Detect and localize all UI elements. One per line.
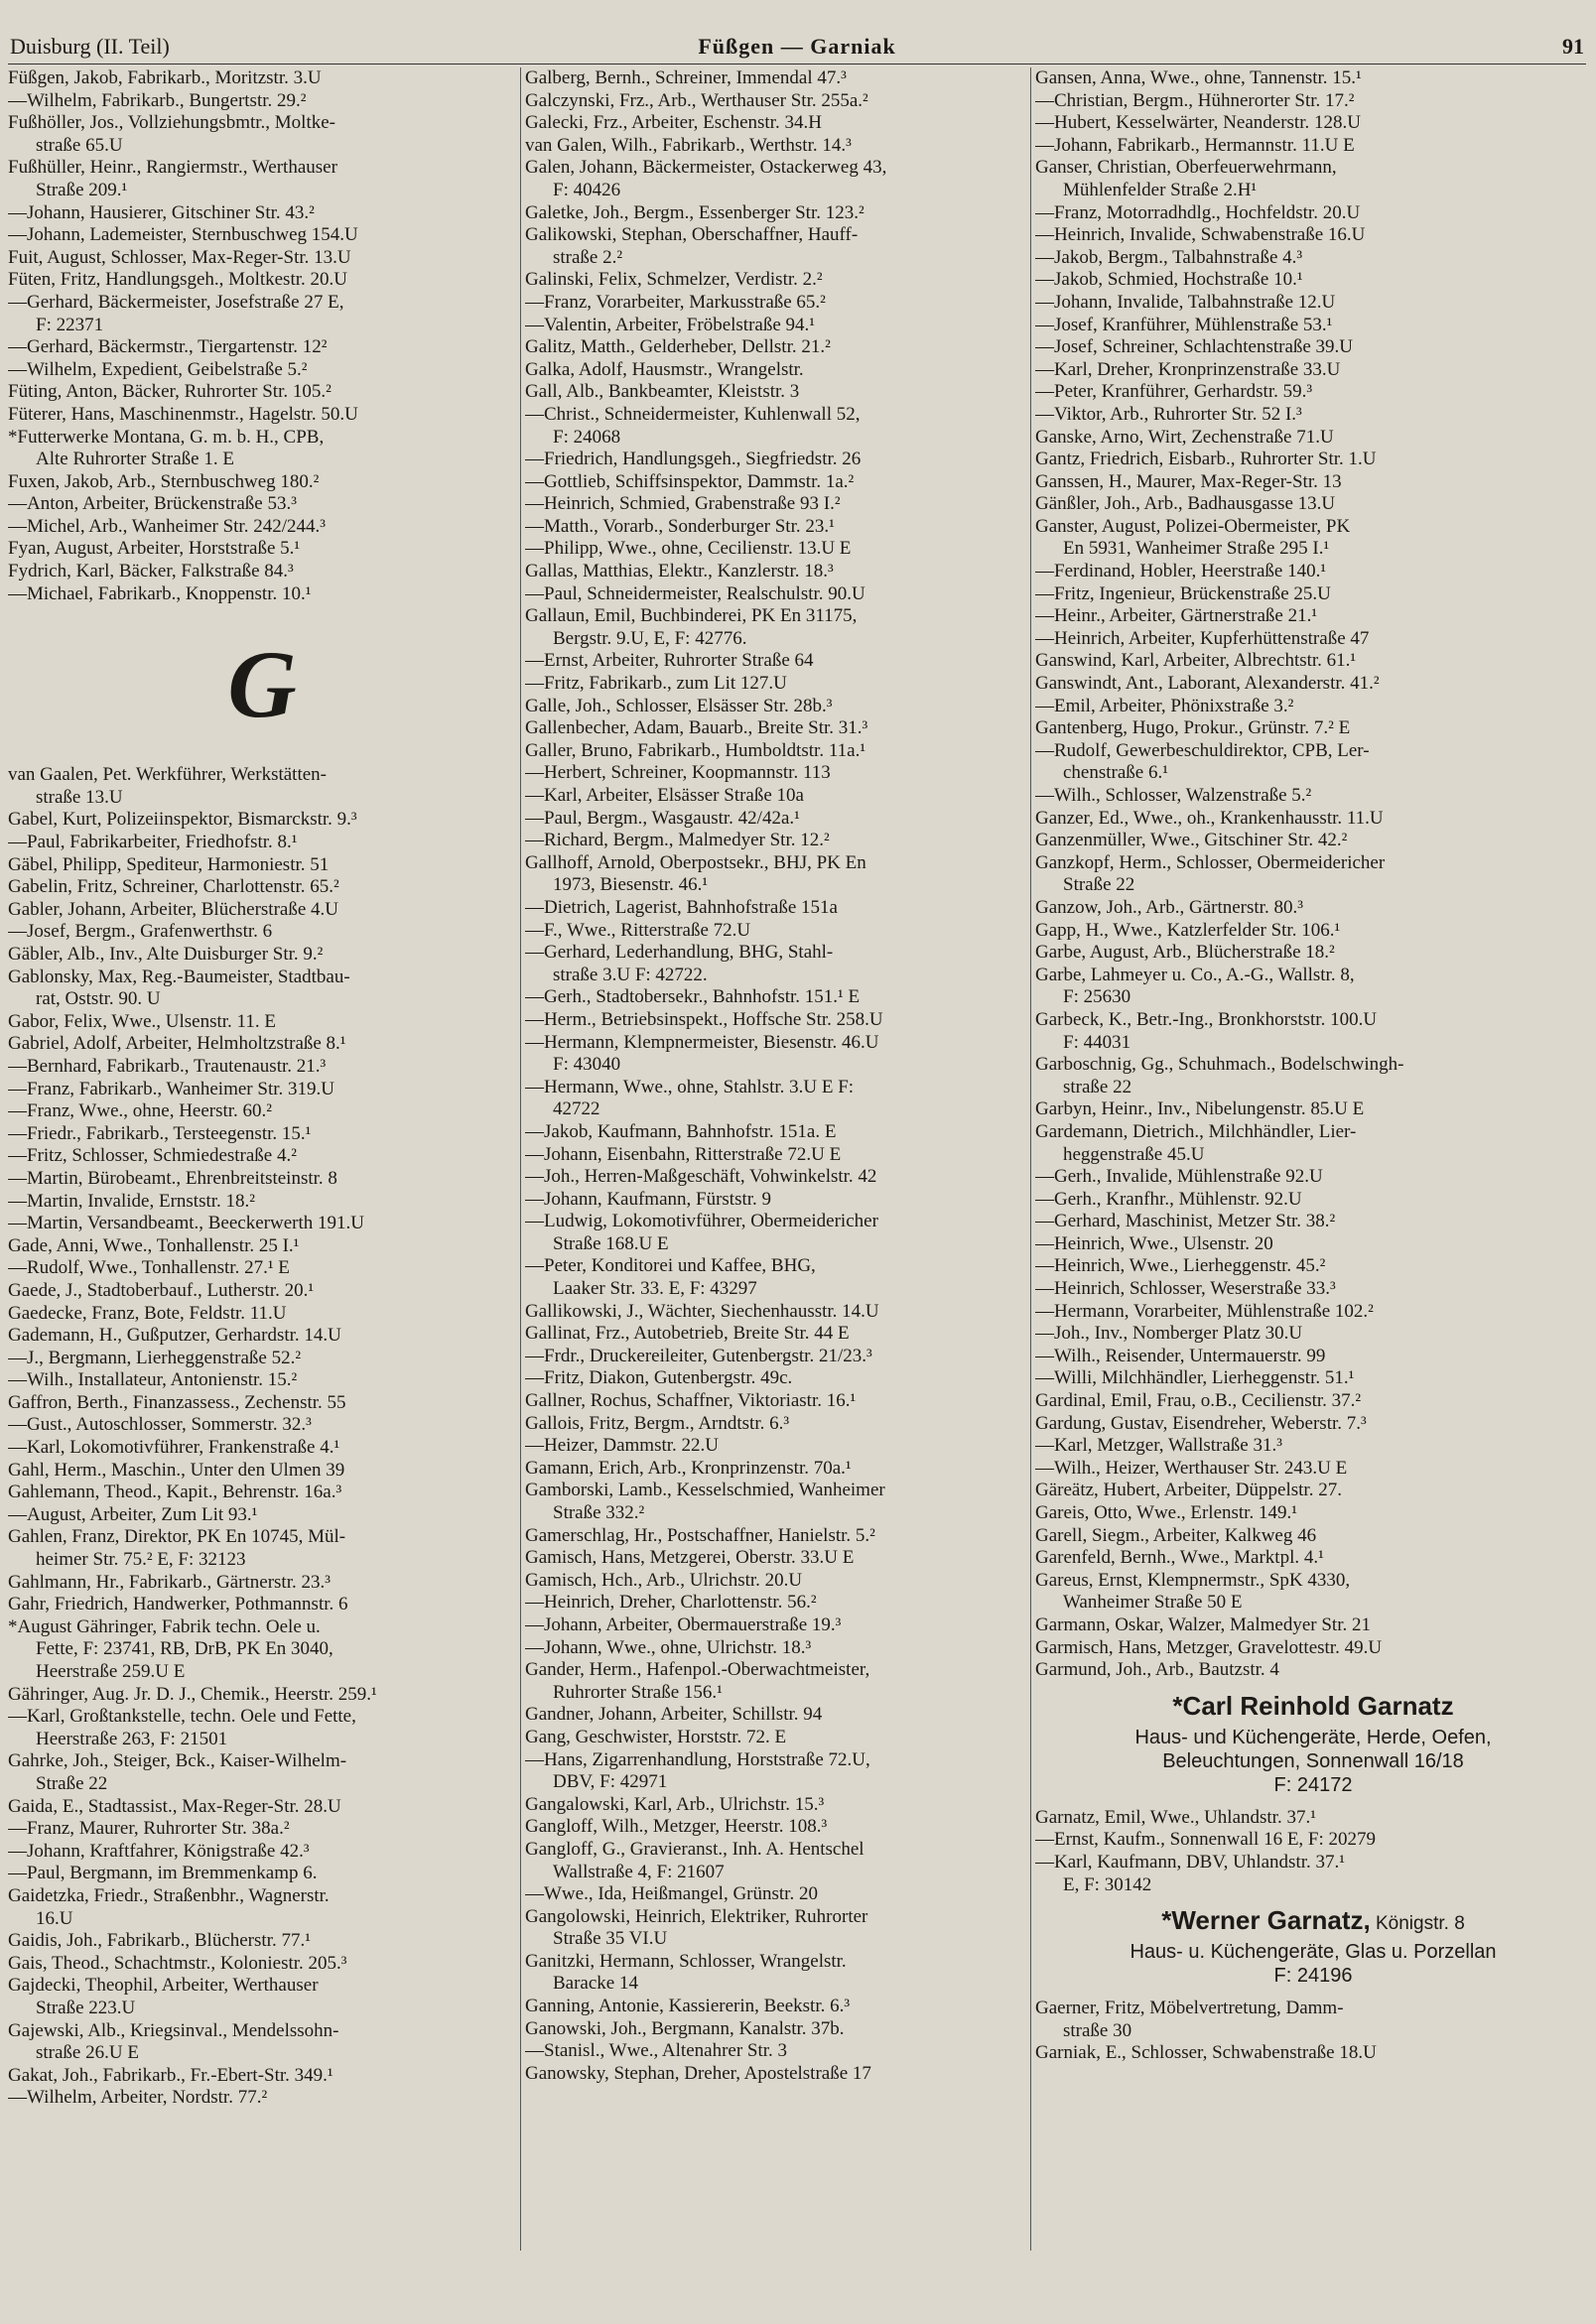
directory-entry: —Gerh., Stadtobersekr., Bahnhofstr. 151.¹ E (525, 986, 861, 1008)
entry-continuation: Straße 209.¹ (36, 179, 128, 200)
directory-entry: —Ludwig, Lokomotivführer, Obermeidericher (525, 1211, 878, 1232)
directory-entry: Gallinat, Frz., Autobetrieb, Breite Str. 44 E (525, 1323, 850, 1345)
column-3 (1030, 67, 1591, 2251)
directory-entry: —Martin, Bürobeamt., Ehrenbreitsteinstr. 8 (8, 1167, 337, 1189)
entry-continuation: straße 13.U (36, 786, 123, 808)
directory-entry: Gallaun, Emil, Buchbinderei, PK En 31175, (525, 605, 858, 627)
directory-entry: Gäreätz, Hubert, Arbeiter, Düppelstr. 27. (1035, 1480, 1342, 1501)
directory-entry: Füterer, Hans, Maschinenmstr., Hagelstr. 50.U (8, 403, 358, 425)
directory-entry: Gallhoff, Arnold, Oberpostsekr., BHJ, PK En (525, 851, 866, 873)
directory-entry: —Josef, Bergm., Grafenwerthstr. 6 (8, 921, 273, 943)
directory-entry: Fußhüller, Heinr., Rangiermstr., Werthauser (8, 157, 337, 179)
directory-entry: Ganitzki, Hermann, Schlosser, Wrangelstr. (525, 1950, 847, 1972)
directory-entry: —Franz, Maurer, Ruhrorter Str. 38a.² (8, 1818, 290, 1840)
directory-entry: Fyan, August, Arbeiter, Horststraße 5.¹ (8, 538, 301, 560)
directory-entry: Gabel, Kurt, Polizeiinspektor, Bismarckstr. 9.³ (8, 809, 357, 831)
directory-entry: —Herbert, Schreiner, Koopmannstr. 113 (525, 762, 831, 784)
directory-entry: —Gerh., Kranfhr., Mühlenstr. 92.U (1035, 1188, 1302, 1210)
directory-entry: —Gerhard, Lederhandlung, BHG, Stahl- (525, 942, 834, 964)
directory-entry: —Johann, Kaufmann, Fürststr. 9 (525, 1188, 772, 1210)
directory-entry: Galitz, Matth., Gelderheber, Dellstr. 21.² (525, 336, 831, 358)
directory-entry: Gaffron, Berth., Finanzassess., Zechenstr. 55 (8, 1391, 346, 1413)
directory-entry: Gaida, E., Stadtassist., Max-Reger-Str. 28.U (8, 1795, 341, 1817)
entry-continuation: F: 24068 (553, 426, 621, 448)
directory-entry: —Stanisl., Wwe., Altenahrer Str. 3 (525, 2040, 788, 2062)
directory-entry: Gahrke, Joh., Steiger, Bck., Kaiser-Wilhelm- (8, 1750, 347, 1772)
directory-entry: —Bernhard, Fabrikarb., Trautenaustr. 21.³ (8, 1055, 327, 1077)
ad-company: *Werner Garnatz, (1161, 1905, 1371, 1936)
directory-entry: Gakat, Joh., Fabrikarb., Fr.-Ebert-Str. 349.¹ (8, 2064, 333, 2086)
directory-entry: Gähringer, Aug. Jr. D. J., Chemik., Heerstr. 259.¹ (8, 1683, 377, 1705)
directory-entry: —Joh., Herren-Maßgeschäft, Vohwinkelstr. 42 (525, 1166, 877, 1188)
directory-entry: —Herm., Betriebsinspekt., Hoffsche Str. 258.U (525, 1008, 883, 1030)
directory-entry: —Matth., Vorarb., Sonderburger Str. 23.¹ (525, 515, 835, 537)
ad-title (1035, 1690, 1591, 1726)
entry-continuation: Wallstraße 4, F: 21607 (553, 1861, 725, 1882)
directory-entry: Gänßler, Joh., Arb., Badhausgasse 13.U (1035, 493, 1336, 515)
directory-entry: —Franz, Motorradhdlg., Hochfeldstr. 20.U (1035, 201, 1361, 223)
directory-entry: Ganske, Arno, Wirt, Zechenstraße 71.U (1035, 426, 1334, 448)
directory-entry: —Friedr., Fabrikarb., Tersteegenstr. 15.¹ (8, 1122, 312, 1144)
directory-entry: Gareis, Otto, Wwe., Erlenstr. 149.¹ (1035, 1502, 1297, 1523)
directory-entry: —Johann, Eisenbahn, Ritterstraße 72.U E (525, 1143, 842, 1165)
entry-continuation: 1973, Biesenstr. 46.¹ (553, 874, 709, 896)
directory-entry: Ganswindt, Ant., Laborant, Alexanderstr. 41.² (1035, 673, 1380, 695)
directory-entry: Ganzkopf, Herm., Schlosser, Obermeidericher (1035, 851, 1386, 873)
entry-continuation: heimer Str. 75.² E, F: 32123 (36, 1549, 246, 1571)
entry-continuation: straße 2.² (553, 246, 623, 268)
entry-continuation: Straße 168.U E (553, 1232, 669, 1254)
directory-entry: Galinski, Felix, Schmelzer, Verdistr. 2.² (525, 269, 823, 291)
directory-entry: Galberg, Bernh., Schreiner, Immendal 47.³ (525, 67, 847, 88)
directory-entry: —Christian, Bergm., Hühnerorter Str. 17.² (1035, 89, 1355, 111)
directory-entry: Gade, Anni, Wwe., Tonhallenstr. 25 I.¹ (8, 1234, 300, 1256)
directory-entry: Gamerschlag, Hr., Postschaffner, Hanielstr. 5.² (525, 1524, 875, 1546)
directory-entry: —Johann, Invalide, Talbahnstraße 12.U (1035, 291, 1336, 313)
directory-entry: —Friedrich, Handlungsgeh., Siegfriedstr. 26 (525, 449, 862, 470)
directory-entry: Gahlmann, Hr., Fabrikarb., Gärtnerstr. 23.³ (8, 1571, 331, 1593)
directory-entry: Ganzow, Joh., Arb., Gärtnerstr. 80.³ (1035, 896, 1303, 918)
directory-entry: —Rudolf, Wwe., Tonhallenstr. 27.¹ E (8, 1257, 290, 1279)
directory-entry: —Heinr., Arbeiter, Gärtnerstraße 21.¹ (1035, 605, 1318, 627)
directory-entry: Gablonsky, Max, Reg.-Baumeister, Stadtbau- (8, 966, 350, 987)
directory-entry: Gardemann, Dietrich., Milchhändler, Lier- (1035, 1120, 1357, 1142)
directory-entry: Gareus, Ernst, Klempnermstr., SpK 4330, (1035, 1569, 1351, 1591)
directory-entry: —Peter, Konditorei und Kaffee, BHG, (525, 1255, 816, 1277)
directory-entry: Gansen, Anna, Wwe., ohne, Tannenstr. 15.¹ (1035, 67, 1362, 88)
entry-continuation: straße 3.U F: 42722. (553, 964, 708, 985)
directory-entry: —Fritz, Schlosser, Schmiedestraße 4.² (8, 1145, 297, 1167)
entry-continuation: rat, Oststr. 90. U (36, 988, 161, 1010)
directory-entry: —Johann, Wwe., ohne, Ulrichstr. 18.³ (525, 1636, 812, 1658)
directory-entry: —Jakob, Schmied, Hochstraße 10.¹ (1035, 269, 1303, 291)
directory-entry: Galka, Adolf, Hausmstr., Wrangelstr. (525, 358, 804, 380)
directory-entry: —Joh., Inv., Nomberger Platz 30.U (1035, 1323, 1303, 1345)
directory-entry: Gallikowski, J., Wächter, Siechenhausstr. 14.U (525, 1300, 879, 1322)
directory-entry: Galczynski, Frz., Arb., Werthauser Str. 255a.² (525, 89, 868, 111)
entry-continuation: Heerstraße 263, F: 21501 (36, 1728, 228, 1749)
ad-company: *Carl Reinhold Garnatz (1172, 1690, 1454, 1721)
entry-continuation: F: 22371 (36, 314, 104, 335)
directory-entry: —Rudolf, Gewerbeschuldirektor, CPB, Ler- (1035, 739, 1370, 761)
directory-entry: —Heinrich, Invalide, Schwabenstraße 16.U (1035, 224, 1366, 246)
entry-continuation: Ruhrorter Straße 156.¹ (553, 1681, 723, 1703)
directory-entry: Gallner, Rochus, Schaffner, Viktoriastr. 16.¹ (525, 1390, 857, 1412)
directory-entry: —Hermann, Klempnermeister, Biesenstr. 46.U (525, 1031, 879, 1053)
directory-entry: —Heizer, Dammstr. 22.U (525, 1435, 720, 1457)
directory-entry: Ganser, Christian, Oberfeuerwehrmann, (1035, 157, 1337, 179)
directory-entry: —Wilhelm, Fabrikarb., Bungertstr. 29.² (8, 89, 307, 111)
directory-entry: —Josef, Schreiner, Schlachtenstraße 39.U (1035, 336, 1354, 358)
directory-entry: Füting, Anton, Bäcker, Ruhrorter Str. 105.² (8, 381, 332, 403)
directory-entry: Gais, Theod., Schachtmstr., Koloniestr. 205.³ (8, 1952, 347, 1974)
entry-continuation: F: 43040 (553, 1054, 621, 1076)
directory-entry: —Karl, Metzger, Wallstraße 31.³ (1035, 1435, 1282, 1457)
directory-entry: —Martin, Invalide, Ernststr. 18.² (8, 1190, 255, 1212)
page-header (10, 34, 1584, 64)
directory-entry: Gantenberg, Hugo, Prokur., Grünstr. 7.² E (1035, 717, 1351, 739)
directory-entry: Gaede, J., Stadtoberbauf., Lutherstr. 20.¹ (8, 1279, 315, 1301)
directory-entry: —Valentin, Arbeiter, Fröbelstraße 94.¹ (525, 314, 815, 335)
directory-entry: Ganssen, H., Maurer, Max-Reger-Str. 13 (1035, 470, 1342, 492)
directory-entry: —Hans, Zigarrenhandlung, Horststraße 72.U, (525, 1748, 870, 1770)
directory-entry: —Gust., Autoschlosser, Sommerstr. 32.³ (8, 1414, 312, 1436)
entry-continuation: Fette, F: 23741, RB, DrB, PK En 3040, (36, 1638, 333, 1660)
directory-entry: —Johann, Arbeiter, Obermauerstraße 19.³ (525, 1614, 842, 1635)
directory-entry: Gamisch, Hch., Arb., Ulrichstr. 20.U (525, 1569, 803, 1591)
directory-entry: —Johann, Kraftfahrer, Königstraße 42.³ (8, 1840, 310, 1862)
directory-entry: —Gerhard, Maschinist, Metzer Str. 38.² (1035, 1211, 1336, 1232)
ad-line: F: 24196 (1273, 1965, 1353, 1988)
directory-entry: Gandner, Johann, Arbeiter, Schillstr. 94 (525, 1704, 823, 1726)
directory-entry: —F., Wwe., Ritterstraße 72.U (525, 919, 751, 941)
directory-entry: —Franz, Wwe., ohne, Heerstr. 60.² (8, 1100, 272, 1122)
directory-entry: *August Gähringer, Fabrik techn. Oele u. (8, 1615, 321, 1637)
ad-line: F: 24172 (1273, 1773, 1353, 1796)
advertisement (1035, 1690, 1591, 1797)
directory-entry: Galikowski, Stephan, Oberschaffner, Hauff- (525, 224, 859, 246)
entry-continuation: En 5931, Wanheimer Straße 295 I.¹ (1063, 538, 1330, 560)
column-1 (8, 67, 516, 2251)
directory-entry: Ganowski, Joh., Bergmann, Kanalstr. 37b. (525, 2017, 845, 2039)
directory-entry: Füten, Fritz, Handlungsgeh., Moltkestr. 20.U (8, 269, 347, 291)
directory-entry: —Christ., Schneidermeister, Kuhlenwall 52, (525, 403, 861, 425)
directory-entry: Gander, Herm., Hafenpol.-Oberwachtmeister, (525, 1659, 870, 1681)
directory-entry: —Heinrich, Arbeiter, Kupferhüttenstraße 47 (1035, 627, 1370, 649)
directory-entry: Gajdecki, Theophil, Arbeiter, Werthauser (8, 1975, 319, 1997)
entry-continuation: Laaker Str. 33. E, F: 43297 (553, 1278, 757, 1300)
directory-entry: Gallois, Fritz, Bergm., Arndtstr. 6.³ (525, 1412, 790, 1434)
directory-entry: Gantz, Friedrich, Eisbarb., Ruhrorter Str. 1.U (1035, 449, 1377, 470)
directory-entry: *Futterwerke Montana, G. m. b. H., CPB, (8, 426, 325, 448)
directory-entry: —Gottlieb, Schiffsinspektor, Dammstr. 1a.² (525, 470, 855, 492)
directory-entry: van Gaalen, Pet. Werkführer, Werkstätten- (8, 764, 327, 786)
directory-entry: —Philipp, Wwe., ohne, Cecilienstr. 13.U E (525, 538, 852, 560)
directory-entry: —Johann, Hausierer, Gitschiner Str. 43.² (8, 201, 315, 223)
ad-line: Beleuchtungen, Sonnenwall 16/18 (1162, 1749, 1464, 1772)
directory-entry: Ganowsky, Stephan, Dreher, Apostelstraße 17 (525, 2062, 871, 2084)
entry-continuation: F: 44031 (1063, 1031, 1131, 1053)
header-rule (8, 64, 1586, 65)
directory-entry: Garbyn, Heinr., Inv., Nibelungenstr. 85.U E (1035, 1098, 1365, 1120)
directory-entry: Galle, Joh., Schlosser, Elsässer Str. 28b.³ (525, 695, 833, 716)
running-head-city: Duisburg (II. Teil) (10, 34, 170, 59)
directory-entry: Gabelin, Fritz, Schreiner, Charlottenstr. 65.² (8, 876, 339, 898)
directory-entry: —Johann, Lademeister, Sternbuschweg 154.U (8, 224, 358, 246)
directory-entry: —Fritz, Fabrikarb., zum Lit 127.U (525, 673, 787, 695)
directory-entry: —Fritz, Diakon, Gutenbergstr. 49c. (525, 1367, 793, 1389)
directory-entry: —Peter, Kranführer, Gerhardstr. 59.³ (1035, 381, 1313, 403)
directory-entry: —Gerh., Invalide, Mühlenstraße 92.U (1035, 1166, 1323, 1188)
directory-entry: —Michel, Arb., Wanheimer Str. 242/244.³ (8, 515, 326, 537)
entry-continuation: straße 65.U (36, 134, 123, 156)
entry-continuation: heggenstraße 45.U (1063, 1143, 1205, 1165)
directory-entry: Gangalowski, Karl, Arb., Ulrichstr. 15.³ (525, 1793, 825, 1815)
directory-entry: —Paul, Bergmann, im Bremmenkamp 6. (8, 1863, 318, 1884)
entry-continuation: straße 26.U E (36, 2042, 139, 2064)
directory-entry: Galler, Bruno, Fabrikarb., Humboldtstr. 11a.¹ (525, 739, 866, 761)
directory-entry: Gabler, Johann, Arbeiter, Blücherstraße 4.U (8, 898, 338, 920)
directory-entry: Ganzer, Ed., Wwe., oh., Krankenhausstr. 11.U (1035, 807, 1384, 829)
directory-entry: —Heinrich, Schmied, Grabenstraße 93 I.² (525, 493, 841, 515)
directory-entry: —Karl, Großtankstelle, techn. Oele und Fette, (8, 1706, 356, 1728)
directory-entry: Gapp, H., Wwe., Katzlerfelder Str. 106.¹ (1035, 919, 1341, 941)
entry-continuation: Mühlenfelder Straße 2.H¹ (1063, 179, 1258, 200)
directory-entry: —Heinrich, Wwe., Ulsenstr. 20 (1035, 1232, 1273, 1254)
entry-continuation: F: 40426 (553, 179, 621, 200)
entry-continuation: 16.U (36, 1907, 73, 1929)
directory-entry: Galetke, Joh., Bergm., Essenberger Str. 123.² (525, 201, 864, 223)
directory-entry: —Ernst, Kaufm., Sonnenwall 16 E, F: 20279 (1035, 1829, 1377, 1851)
directory-entry: Gabriel, Adolf, Arbeiter, Helmholtzstraße 8.¹ (8, 1033, 346, 1055)
directory-entry: Gardinal, Emil, Frau, o.B., Cecilienstr. 37.² (1035, 1390, 1362, 1412)
directory-entry: Garmann, Oskar, Walzer, Malmedyer Str. 21 (1035, 1614, 1371, 1635)
directory-entry: —Viktor, Arb., Ruhrorter Str. 52 I.³ (1035, 403, 1302, 425)
directory-entry: Fußhöller, Jos., Vollziehungsbmtr., Moltke- (8, 112, 335, 134)
directory-entry: —Hermann, Vorarbeiter, Mühlenstraße 102.² (1035, 1300, 1374, 1322)
directory-entry: Gäbler, Alb., Inv., Alte Duisburger Str. 9.² (8, 944, 324, 965)
directory-entry: Gangolowski, Heinrich, Elektriker, Ruhrorter (525, 1905, 868, 1927)
directory-entry: —Ferdinand, Hobler, Heerstraße 140.¹ (1035, 561, 1327, 582)
directory-entry: van Galen, Wilh., Fabrikarb., Werthstr. 14.³ (525, 134, 852, 156)
directory-entry: Gahl, Herm., Maschin., Unter den Ulmen 39 (8, 1459, 345, 1481)
directory-entry: Ganzenmüller, Wwe., Gitschiner Str. 42.² (1035, 830, 1348, 851)
entry-continuation: Wanheimer Straße 50 E (1063, 1592, 1243, 1614)
entry-continuation: DBV, F: 42971 (553, 1771, 668, 1793)
directory-entry: —Heinrich, Schlosser, Weserstraße 33.³ (1035, 1278, 1336, 1300)
directory-entry: —Dietrich, Lagerist, Bahnhofstraße 151a (525, 896, 838, 918)
directory-entry: —Hubert, Kesselwärter, Neanderstr. 128.U (1035, 112, 1361, 134)
entry-continuation: straße 22 (1063, 1076, 1132, 1097)
directory-entry: Garbe, Lahmeyer u. Co., A.-G., Wallstr. 8, (1035, 964, 1355, 985)
directory-entry: —Emil, Arbeiter, Phönixstraße 3.² (1035, 695, 1294, 716)
directory-entry: Galen, Johann, Bäckermeister, Ostackerweg 43, (525, 157, 887, 179)
directory-entry: —Paul, Bergm., Wasgaustr. 42/42a.¹ (525, 807, 800, 829)
ad-title (1035, 1904, 1591, 1940)
entry-continuation: F: 25630 (1063, 986, 1131, 1008)
entry-continuation: Straße 22 (1063, 874, 1135, 896)
directory-entry: —J., Bergmann, Lierheggenstraße 52.² (8, 1347, 302, 1368)
directory-entry: —Wilh., Schlosser, Walzenstraße 5.² (1035, 785, 1312, 806)
directory-entry: —Frdr., Druckereileiter, Gutenbergstr. 21/23.³ (525, 1345, 872, 1366)
directory-entry: —Michael, Fabrikarb., Knoppenstr. 10.¹ (8, 582, 312, 604)
directory-entry: Gallas, Matthias, Elektr., Kanzlerstr. 18.³ (525, 561, 834, 582)
directory-entry: Fuxen, Jakob, Arb., Sternbuschweg 180.² (8, 470, 320, 492)
entry-continuation: Alte Ruhrorter Straße 1. E (36, 449, 234, 470)
entry-continuation: 42722 (553, 1098, 600, 1120)
directory-entry: Garell, Siegm., Arbeiter, Kalkweg 46 (1035, 1524, 1317, 1546)
directory-entry: —August, Arbeiter, Zum Lit 93.¹ (8, 1503, 258, 1525)
entry-continuation: E, F: 30142 (1063, 1873, 1152, 1895)
directory-entry: —Ernst, Arbeiter, Ruhrorter Straße 64 (525, 650, 814, 672)
directory-entry: —Franz, Vorarbeiter, Markusstraße 65.² (525, 291, 826, 313)
directory-entry: Garniak, E., Schlosser, Schwabenstraße 18.U (1035, 2042, 1377, 2064)
directory-entry: Gaedecke, Franz, Bote, Feldstr. 11.U (8, 1302, 287, 1324)
directory-entry: —Wilh., Installateur, Antonienstr. 15.² (8, 1369, 298, 1391)
running-head-range: Füßgen — Garniak (698, 34, 896, 59)
directory-entry: —Paul, Fabrikarbeiter, Friedhofstr. 8.¹ (8, 832, 298, 853)
directory-entry: Gardung, Gustav, Eisendreher, Weberstr. 7.³ (1035, 1412, 1367, 1434)
column-2 (520, 67, 1029, 2251)
directory-entry: Garenfeld, Bernh., Wwe., Marktpl. 4.¹ (1035, 1547, 1324, 1569)
directory-entry: —Wilh., Heizer, Werthauser Str. 243.U E (1035, 1457, 1348, 1479)
directory-entry: —Richard, Bergm., Malmedyer Str. 12.² (525, 830, 830, 851)
page-number: 91 (1562, 34, 1584, 59)
directory-entry: —Heinrich, Wwe., Lierheggenstr. 45.² (1035, 1255, 1326, 1277)
entry-continuation: Baracke 14 (553, 1973, 638, 1995)
directory-entry: —Gerhard, Bäckermstr., Tiergartenstr. 12² (8, 336, 328, 358)
entry-continuation: Straße 35 VI.U (553, 1928, 668, 1950)
directory-entry: Garmisch, Hans, Metzger, Gravelottestr. 49.U (1035, 1636, 1383, 1658)
directory-entry: —Jakob, Bergm., Talbahnstraße 4.³ (1035, 246, 1303, 268)
ad-address: Königstr. 8 (1370, 1913, 1465, 1935)
directory-entry: —Wilhelm, Arbeiter, Nordstr. 77.² (8, 2087, 268, 2109)
directory-entry: Ganswind, Karl, Arbeiter, Albrechtstr. 61.¹ (1035, 650, 1357, 672)
directory-entry: Gaidetzka, Friedr., Straßenbhr., Wagnerstr. (8, 1884, 330, 1906)
directory-entry: —Gerhard, Bäckermeister, Josefstraße 27 E, (8, 291, 344, 313)
entry-continuation: Bergstr. 9.U, E, F: 42776. (553, 627, 747, 649)
directory-entry: —Wwe., Ida, Heißmangel, Grünstr. 20 (525, 1883, 818, 1905)
directory-entry: Garbeck, K., Betr.-Ing., Bronkhorststr. 100.U (1035, 1008, 1378, 1030)
directory-entry: Fuit, August, Schlosser, Max-Reger-Str. 13.U (8, 246, 351, 268)
directory-entry: Gamisch, Hans, Metzgerei, Oberstr. 33.U E (525, 1547, 855, 1569)
entry-continuation: chenstraße 6.¹ (1063, 762, 1168, 784)
directory-entry: —Wilh., Reisender, Untermauerstr. 99 (1035, 1345, 1326, 1366)
ad-line: Haus- u. Küchengeräte, Glas u. Porzellan (1130, 1941, 1497, 1964)
directory-entry: Gajewski, Alb., Kriegsinval., Mendelssohn- (8, 2019, 339, 2041)
directory-entry: Gademann, H., Gußputzer, Gerhardstr. 14.U (8, 1325, 341, 1347)
directory-entry: Füßgen, Jakob, Fabrikarb., Moritzstr. 3.U (8, 67, 322, 88)
directory-entry: Gaidis, Joh., Fabrikarb., Blücherstr. 77.¹ (8, 1930, 311, 1952)
directory-entry: Gahlemann, Theod., Kapit., Behrenstr. 16a.³ (8, 1482, 342, 1503)
directory-entry: Ganning, Antonie, Kassiererin, Beekstr. 6.³ (525, 1996, 851, 2017)
entry-continuation: straße 30 (1063, 2019, 1132, 2041)
directory-entry: Garboschnig, Gg., Schuhmach., Bodelschwingh- (1035, 1054, 1404, 1076)
directory-entry: Garnatz, Emil, Wwe., Uhlandstr. 37.¹ (1035, 1806, 1316, 1828)
directory-entry: —Paul, Schneidermeister, Realschulstr. 90.U (525, 582, 865, 604)
directory-entry: —Willi, Milchhändler, Lierheggenstr. 51.¹ (1035, 1367, 1355, 1389)
directory-entry: Gabor, Felix, Wwe., Ulsenstr. 11. E (8, 1010, 276, 1032)
directory-entry: Gallenbecher, Adam, Bauarb., Breite Str. 31.³ (525, 717, 868, 739)
directory-entry: Gahlen, Franz, Direktor, PK En 10745, Mül- (8, 1526, 346, 1548)
directory-entry: —Karl, Dreher, Kronprinzenstraße 33.U (1035, 358, 1341, 380)
directory-entry: Gäbel, Philipp, Spediteur, Harmoniestr. 51 (8, 853, 330, 875)
directory-entry: Gall, Alb., Bankbeamter, Kleiststr. 3 (525, 381, 800, 403)
directory-entry: —Hermann, Wwe., ohne, Stahlstr. 3.U E F: (525, 1076, 855, 1097)
entry-continuation: Straße 332.² (553, 1502, 645, 1523)
advertisement (1035, 1904, 1591, 1988)
directory-entry: —Anton, Arbeiter, Brückenstraße 53.³ (8, 493, 297, 515)
directory-entry: Fydrich, Karl, Bäcker, Falkstraße 84.³ (8, 561, 294, 582)
entry-continuation: Straße 22 (36, 1772, 108, 1794)
directory-entry: Gangloff, Wilh., Metzger, Heerstr. 108.³ (525, 1816, 828, 1838)
directory-entry: —Josef, Kranführer, Mühlenstraße 53.¹ (1035, 314, 1333, 335)
section-letter: G (227, 630, 297, 737)
directory-entry: —Karl, Lokomotivführer, Frankenstraße 4.¹ (8, 1437, 340, 1459)
directory-entry: Garbe, August, Arb., Blücherstraße 18.² (1035, 942, 1335, 964)
directory-entry: Gang, Geschwister, Horststr. 72. E (525, 1726, 787, 1747)
directory-entry: —Fritz, Ingenieur, Brückenstraße 25.U (1035, 582, 1331, 604)
directory-entry: —Martin, Versandbeamt., Beeckerwerth 191.U (8, 1213, 364, 1234)
directory-entry: Garmund, Joh., Arb., Bautzstr. 4 (1035, 1659, 1279, 1681)
directory-entry: —Wilhelm, Expedient, Geibelstraße 5.² (8, 358, 308, 380)
entry-continuation: Heerstraße 259.U E (36, 1661, 186, 1682)
directory-entry: Gamborski, Lamb., Kesselschmied, Wanheimer (525, 1480, 885, 1501)
directory-entry: —Johann, Fabrikarb., Hermannstr. 11.U E (1035, 134, 1355, 156)
directory-entry: —Karl, Arbeiter, Elsässer Straße 10a (525, 785, 804, 806)
ad-line: Haus- und Küchengeräte, Herde, Oefen, (1134, 1726, 1492, 1748)
directory-entry: Ganster, August, Polizei-Obermeister, PK (1035, 515, 1351, 537)
directory-entry: Gaerner, Fritz, Möbelvertretung, Damm- (1035, 1998, 1344, 2019)
directory-entry: —Franz, Fabrikarb., Wanheimer Str. 319.U (8, 1078, 334, 1099)
directory-entry: —Jakob, Kaufmann, Bahnhofstr. 151a. E (525, 1120, 837, 1142)
entry-continuation: Straße 223.U (36, 1997, 136, 2018)
directory-entry: —Heinrich, Dreher, Charlottenstr. 56.² (525, 1592, 817, 1614)
directory-entry: Gahr, Friedrich, Handwerker, Pothmannstr. 6 (8, 1594, 348, 1615)
directory-entry: Galecki, Frz., Arbeiter, Eschenstr. 34.H (525, 112, 822, 134)
directory-entry: Gangloff, G., Gravieranst., Inh. A. Hentschel (525, 1838, 864, 1860)
directory-entry: Gamann, Erich, Arb., Kronprinzenstr. 70a.¹ (525, 1457, 852, 1479)
directory-entry: —Karl, Kaufmann, DBV, Uhlandstr. 37.¹ (1035, 1851, 1345, 1872)
